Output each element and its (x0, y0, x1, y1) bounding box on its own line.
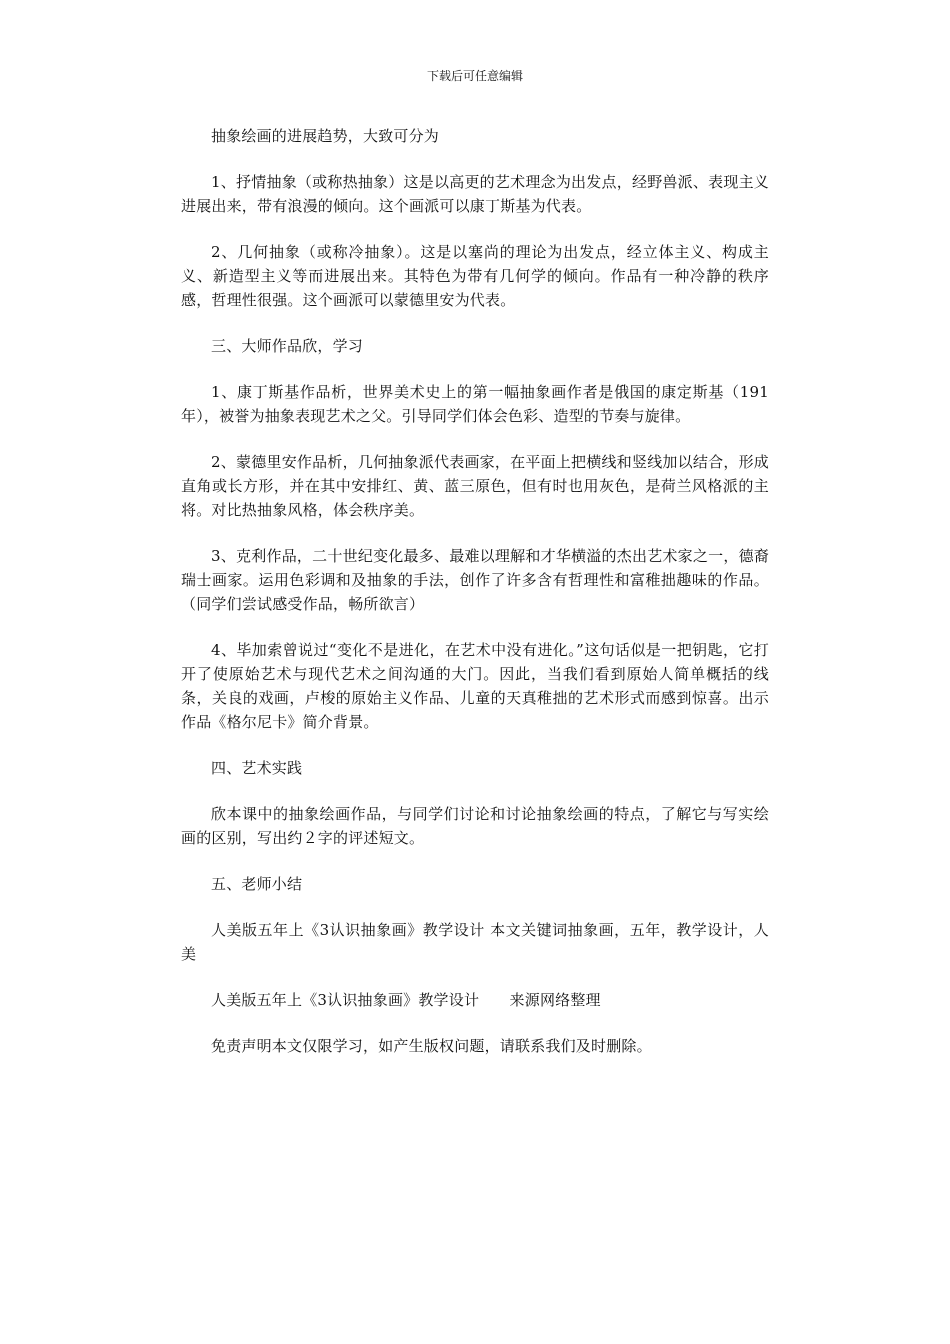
paragraph-geometric-abstraction: 2、几何抽象（或称冷抽象）。这是以塞尚的理论为出发点，经立体主义、构成主义、新造型主义等而进展出来。其特色为带有几何学的倾向。作品有一种冷静的秩序感，哲理性很强。这个画派可以蒙德里安为代表。 (181, 243, 769, 309)
paragraph-keywords: 人美版五年上《3认识抽象画》教学设计 本文关键词抽象画，五年，教学设计，人美 (181, 921, 769, 963)
section-heading-practice: 四、艺术实践 (211, 759, 303, 777)
paragraph-klee: 3、克利作品，二十世纪变化最多、最难以理解和才华横溢的杰出艺术家之一，德裔瑞士画家。运用色彩调和及抽象的手法，创作了许多含有哲理性和富稚拙趣味的作品。（同学们尝试感受作品，畅所欲言） (181, 547, 769, 613)
paragraph-kandinsky: 1、康丁斯基作品析，世界美术史上的第一幅抽象画作者是俄国的康定斯基（191年），被誉为抽象表现艺术之父。引导同学们体会色彩、造型的节奏与旋律。 (181, 383, 769, 425)
paragraph-intro: 抽象绘画的进展趋势，大致可分为 (211, 127, 440, 145)
paragraph-source: 人美版五年上《3认识抽象画》教学设计 来源网络整理 (211, 991, 601, 1009)
paragraph-practice: 欣本课中的抽象绘画作品，与同学们讨论和讨论抽象绘画的特点，了解它与写实绘画的区别，写出约２字的评述短文。 (181, 805, 769, 847)
paragraph-lyrical-abstraction: 1、抒情抽象（或称热抽象）这是以高更的艺术理念为出发点，经野兽派、表现主义进展出来，带有浪漫的倾向。这个画派可以康丁斯基为代表。 (181, 173, 769, 215)
paragraph-disclaimer: 免责声明本文仅限学习，如产生版权问题，请联系我们及时删除。 (211, 1037, 652, 1055)
document-body (181, 124, 769, 1080)
section-heading-summary: 五、老师小结 (211, 875, 303, 893)
download-note: 下载后可任意编辑 (426, 69, 523, 83)
section-heading-masters: 三、大师作品欣，学习 (211, 337, 364, 355)
paragraph-picasso: 4、毕加索曾说过“变化不是进化，在艺术中没有进化。”这句话似是一把钥匙，它打开了使原始艺术与现代艺术之间沟通的大门。因此，当我们看到原始人简单概括的线条，关良的戏画，卢梭的原始主义作品、儿童的天真稚拙的艺术形式而感到惊喜。出示作品《格尔尼卡》简介背景。 (181, 641, 769, 731)
paragraph-mondrian: 2、蒙德里安作品析，几何抽象派代表画家，在平面上把横线和竖线加以结合，形成直角或长方形，并在其中安排红、黄、蓝三原色，但有时也用灰色，是荷兰风格派的主将。对比热抽象风格，体会秩序美。 (181, 453, 769, 519)
